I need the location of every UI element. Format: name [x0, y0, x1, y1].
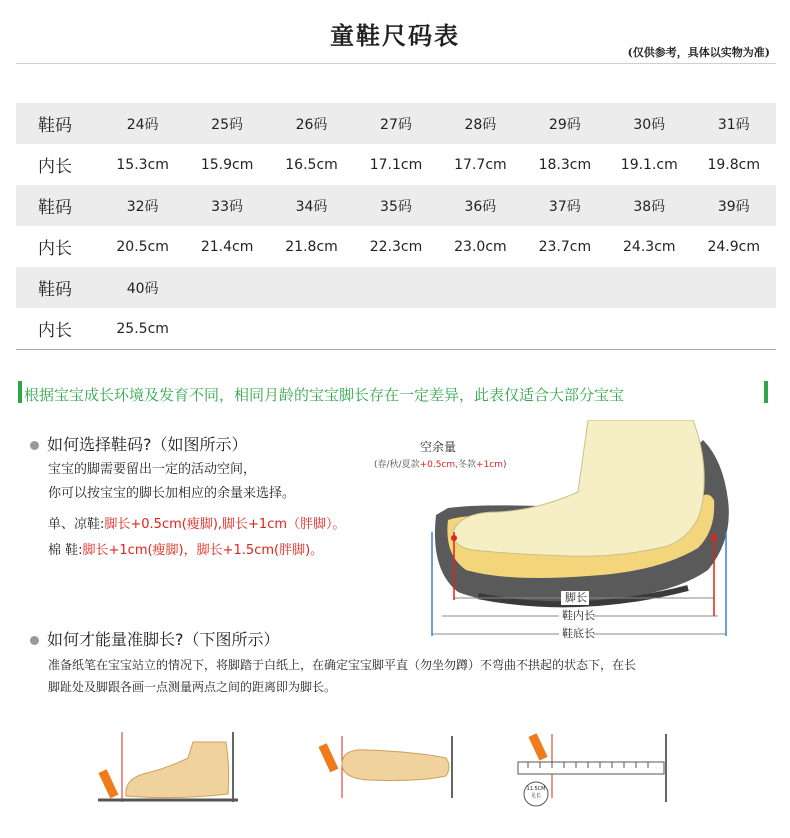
illus-top-foot [318, 732, 468, 802]
size-table [16, 103, 776, 350]
table-cell: 38码 [607, 185, 691, 226]
table-cell: 19.8cm [707, 156, 760, 173]
illus-standing-foot [98, 728, 248, 806]
table-cell [607, 308, 691, 350]
bullet-icon [30, 441, 39, 450]
row-label: 内长 [38, 157, 72, 177]
rule-cotton [48, 540, 323, 561]
rule1-value: 脚长+0.5cm(瘦脚),脚长+1cm（胖脚）。 [104, 517, 346, 532]
section1-line1: 宝宝的脚需要留出一定的活动空间， [48, 462, 257, 477]
table-cell: 27码 [354, 103, 438, 144]
table-row [16, 308, 776, 350]
table-cell: 24码 [100, 103, 184, 144]
table-cell [185, 267, 269, 308]
table-cell: 28码 [438, 103, 522, 144]
table-cell: 34码 [269, 185, 353, 226]
row-label: 内长 [38, 239, 72, 259]
toe-point [711, 535, 717, 541]
table-cell: 19.1.cm [620, 156, 678, 173]
ruler-label-b: 足长 [530, 793, 541, 799]
table-row [16, 226, 776, 267]
ruler-label-a: 11.5CM [526, 786, 546, 792]
notice-bar-right [764, 381, 768, 403]
notice-bar-left [18, 381, 22, 403]
sole-length-label: 鞋底长 [562, 627, 595, 640]
table-cell [438, 267, 522, 308]
table-cell: 24.3cm [623, 238, 676, 255]
row-label: 内长 [38, 321, 72, 341]
heel-point [451, 535, 457, 541]
table-cell: 24.9cm [707, 238, 760, 255]
pencil-icon [98, 769, 118, 798]
table-cell: 23.0cm [454, 238, 507, 255]
section2-heading-text: 如何才能量准脚长?（下图所示） [47, 630, 280, 649]
table-cell: 30码 [607, 103, 691, 144]
table-cell: 37码 [523, 185, 607, 226]
table-cell [523, 308, 607, 350]
pencil-icon [528, 733, 547, 760]
inner-length-label: 鞋内长 [562, 609, 595, 622]
notice-text: 根据宝宝成长环境及发育不同，相同月龄的宝宝脚长存在一定差异，此表仅适合大部分宝宝 [24, 386, 625, 404]
table-cell: 31码 [692, 103, 777, 144]
table-cell: 32码 [100, 185, 184, 226]
ruler-label [526, 786, 546, 800]
table-cell: 39码 [692, 185, 777, 226]
table-cell: 15.9cm [200, 156, 254, 173]
page-subtitle: (仅供参考，具体以实物为准) [627, 46, 770, 59]
allowance-note-e: ) [503, 460, 507, 470]
divider [16, 63, 776, 64]
table-cell [523, 267, 607, 308]
table-row [16, 185, 776, 226]
table-cell: 29码 [523, 103, 607, 144]
table-row [16, 267, 776, 308]
allowance-note-c: 冬款 [458, 460, 477, 470]
foot-length-label: 脚长 [565, 591, 587, 604]
pencil-icon [318, 743, 338, 772]
table-cell: 21.8cm [285, 238, 338, 255]
section1-heading-text: 如何选择鞋码?（如图所示） [47, 435, 248, 454]
foot-shape [453, 420, 704, 556]
allowance-note-a: (春/秋/夏款 [374, 460, 420, 470]
table-cell: 40码 [100, 267, 184, 308]
allowance-note-b: +0.5cm, [419, 460, 459, 470]
table-cell: 33码 [185, 185, 269, 226]
bullet-icon [30, 636, 39, 645]
rule-single [48, 514, 346, 535]
table-cell: 35码 [354, 185, 438, 226]
allowance-note-d: +1cm [476, 460, 504, 470]
table-cell [354, 308, 438, 350]
table-cell [269, 267, 353, 308]
page-title: 童鞋尺码表 [330, 21, 460, 50]
section1-line2: 你可以按宝宝的脚长加相应的余量来选择。 [48, 486, 296, 501]
table-cell: 17.7cm [454, 156, 507, 173]
table-cell [185, 308, 269, 350]
table-cell [269, 308, 353, 350]
allowance-note [374, 459, 507, 471]
row-label: 鞋码 [16, 185, 100, 226]
table-cell: 17.1cm [369, 156, 423, 173]
table-row [16, 144, 776, 185]
allowance-title: 空余量 [420, 440, 457, 454]
section1-heading [30, 432, 248, 455]
table-cell: 26码 [269, 103, 353, 144]
table-cell: 20.5cm [116, 238, 169, 255]
rule1-label: 单、凉鞋: [48, 517, 105, 532]
table-cell: 21.4cm [200, 238, 254, 255]
row-label: 鞋码 [16, 103, 100, 144]
section2-heading [30, 627, 280, 650]
table-cell: 36码 [438, 185, 522, 226]
table-cell [692, 267, 777, 308]
section2-line2: 脚趾处及脚跟各画一点测量两点之间的距离即为脚长。 [48, 680, 337, 694]
table-cell: 15.3cm [116, 156, 169, 173]
table-cell [607, 267, 691, 308]
table-cell: 23.7cm [538, 238, 592, 255]
table-cell: 25.5cm [116, 320, 169, 337]
table-cell: 16.5cm [285, 156, 338, 173]
table-cell: 22.3cm [369, 238, 423, 255]
rule2-label: 棉 鞋: [48, 543, 83, 558]
table-cell [354, 267, 438, 308]
table-cell: 25码 [185, 103, 269, 144]
rule2-value: 脚长+1cm(瘦脚)，脚长+1.5cm(胖脚)。 [82, 543, 324, 558]
section2-line1: 准备纸笔在宝宝站立的情况下，将脚踏于白纸上，在确定宝宝脚平直（勿坐勿蹲）不弯曲不拱起的状态下，在长 [48, 658, 637, 672]
table-row [16, 103, 776, 144]
table-cell: 18.3cm [538, 156, 592, 173]
table-cell [692, 308, 777, 350]
table-cell [438, 308, 522, 350]
row-label: 鞋码 [16, 267, 100, 308]
